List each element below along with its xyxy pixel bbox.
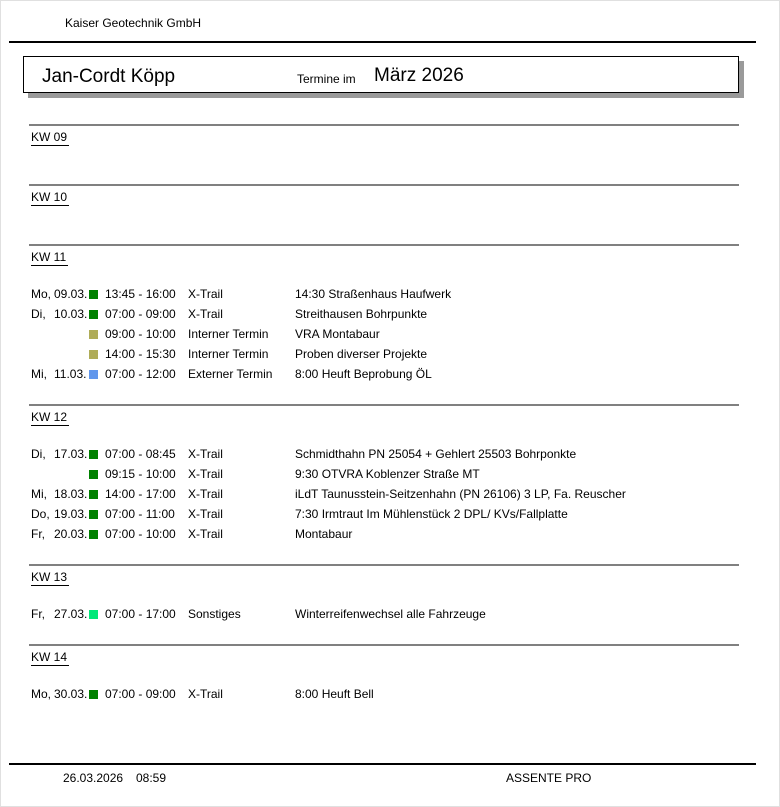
date-label: 17.03.	[54, 447, 88, 461]
category-color-square	[89, 530, 98, 539]
appointment-row	[31, 604, 780, 624]
category-color-square	[89, 450, 98, 459]
category-label: X-Trail	[188, 687, 223, 701]
category-label: X-Trail	[188, 447, 223, 461]
section-divider	[29, 644, 739, 646]
weekday-label: Di,	[31, 447, 46, 461]
category-label: X-Trail	[188, 487, 223, 501]
category-color-square	[89, 370, 98, 379]
category-color-square	[89, 310, 98, 319]
appointment-row	[31, 364, 780, 384]
print-date: 26.03.2026	[63, 771, 124, 785]
appointment-row	[31, 444, 780, 464]
appointment-row	[31, 524, 780, 544]
date-label: 19.03.	[54, 507, 88, 521]
appointment-row	[31, 484, 780, 504]
person-name: Jan-Cordt Köpp	[42, 66, 176, 87]
appointment-row	[31, 344, 780, 364]
category-color-square	[89, 350, 98, 359]
time-range: 07:00 - 12:00	[105, 367, 176, 381]
appointment-row	[31, 304, 780, 324]
time-range: 09:15 - 10:00	[105, 467, 176, 481]
week-section	[1, 564, 780, 624]
weekday-label: Di,	[31, 307, 46, 321]
appointment-description: 8:00 Heuft Beprobung ÖL	[295, 367, 432, 381]
appointment-row	[31, 324, 780, 344]
time-range: 07:00 - 17:00	[105, 607, 176, 621]
date-label: 10.03.	[54, 307, 88, 321]
company-name: Kaiser Geotechnik GmbH	[65, 16, 202, 30]
category-label: Externer Termin	[188, 367, 273, 381]
footer-divider	[9, 763, 756, 765]
category-color-square	[89, 330, 98, 339]
appointment-row	[31, 464, 780, 484]
week-label: KW 11	[31, 250, 67, 264]
appointment-description: Schmidthahn PN 25054 + Gehlert 25503 Bohrponkte	[295, 447, 577, 461]
week-section	[1, 124, 780, 164]
time-range: 14:00 - 17:00	[105, 487, 176, 501]
week-label: KW 12	[31, 410, 68, 424]
section-divider	[29, 244, 739, 246]
week-section	[1, 644, 780, 704]
report-label: Termine im	[297, 72, 356, 86]
category-color-square	[89, 690, 98, 699]
weekday-label: Mo,	[31, 687, 52, 701]
section-divider	[29, 404, 739, 406]
section-divider	[29, 124, 739, 126]
appointment-description: Proben diverser Projekte	[295, 347, 428, 361]
weekday-label: Fr,	[31, 527, 45, 541]
weekday-label: Do,	[31, 507, 50, 521]
category-label: Interner Termin	[188, 327, 269, 341]
section-divider	[29, 564, 739, 566]
weekday-label: Mi,	[31, 487, 47, 501]
appointment-description: Streithausen Bohrpunkte	[295, 307, 428, 321]
appointment-description: Montabaur	[295, 527, 353, 541]
time-range: 14:00 - 15:30	[105, 347, 176, 361]
category-color-square	[89, 290, 98, 299]
app-name: ASSENTE PRO	[506, 771, 592, 785]
appointment-row	[31, 504, 780, 524]
week-section	[1, 244, 780, 384]
category-label: X-Trail	[188, 507, 223, 521]
appointment-row	[31, 684, 780, 704]
week-label: KW 14	[31, 650, 68, 664]
weekday-label: Mo,	[31, 287, 52, 301]
month-title: März 2026	[374, 65, 464, 86]
category-color-square	[89, 490, 98, 499]
category-label: Interner Termin	[188, 347, 269, 361]
report-title-box	[23, 56, 739, 93]
appointment-description: 8:00 Heuft Bell	[295, 687, 374, 701]
appointment-description: Winterreifenwechsel alle Fahrzeuge	[295, 607, 486, 621]
week-section	[1, 184, 780, 224]
date-label: 30.03.	[54, 687, 88, 701]
category-label: X-Trail	[188, 307, 223, 321]
appointment-description: iLdT Taunusstein-Seitzenhahn (PN 26106) 3 LP, Fa. Reuscher	[295, 487, 626, 501]
appointment-row	[31, 284, 780, 304]
date-label: 20.03.	[54, 527, 88, 541]
week-label: KW 09	[31, 130, 68, 144]
week-section	[1, 404, 780, 544]
date-label: 27.03.	[54, 607, 88, 621]
time-range: 09:00 - 10:00	[105, 327, 176, 341]
report-body	[1, 124, 780, 724]
time-range: 07:00 - 11:00	[105, 507, 175, 521]
appointment-description: 7:30 Irmtraut Im Mühlenstück 2 DPL/ KVs/Fallplatte	[295, 507, 568, 521]
weekday-label: Fr,	[31, 607, 45, 621]
time-range: 13:45 - 16:00	[105, 287, 176, 301]
section-divider	[29, 184, 739, 186]
week-label: KW 13	[31, 570, 68, 584]
print-time: 08:59	[136, 771, 167, 785]
time-range: 07:00 - 08:45	[105, 447, 176, 461]
category-color-square	[89, 610, 98, 619]
date-label: 18.03.	[54, 487, 88, 501]
time-range: 07:00 - 10:00	[105, 527, 176, 541]
time-range: 07:00 - 09:00	[105, 307, 176, 321]
date-label: 09.03.	[54, 287, 88, 301]
category-label: Sonstiges	[188, 607, 241, 621]
time-range: 07:00 - 09:00	[105, 687, 176, 701]
weekday-label: Mi,	[31, 367, 47, 381]
category-label: X-Trail	[188, 287, 223, 301]
category-label: X-Trail	[188, 467, 223, 481]
category-color-square	[89, 510, 98, 519]
category-label: X-Trail	[188, 527, 223, 541]
appointment-description: VRA Montabaur	[295, 327, 380, 341]
category-color-square	[89, 470, 98, 479]
appointment-description: 14:30 Straßenhaus Haufwerk	[295, 287, 452, 301]
week-label: KW 10	[31, 190, 68, 204]
appointment-description: 9:30 OTVRA Koblenzer Straße MT	[295, 467, 480, 481]
header-divider	[9, 41, 756, 43]
date-label: 11.03.	[54, 367, 87, 381]
